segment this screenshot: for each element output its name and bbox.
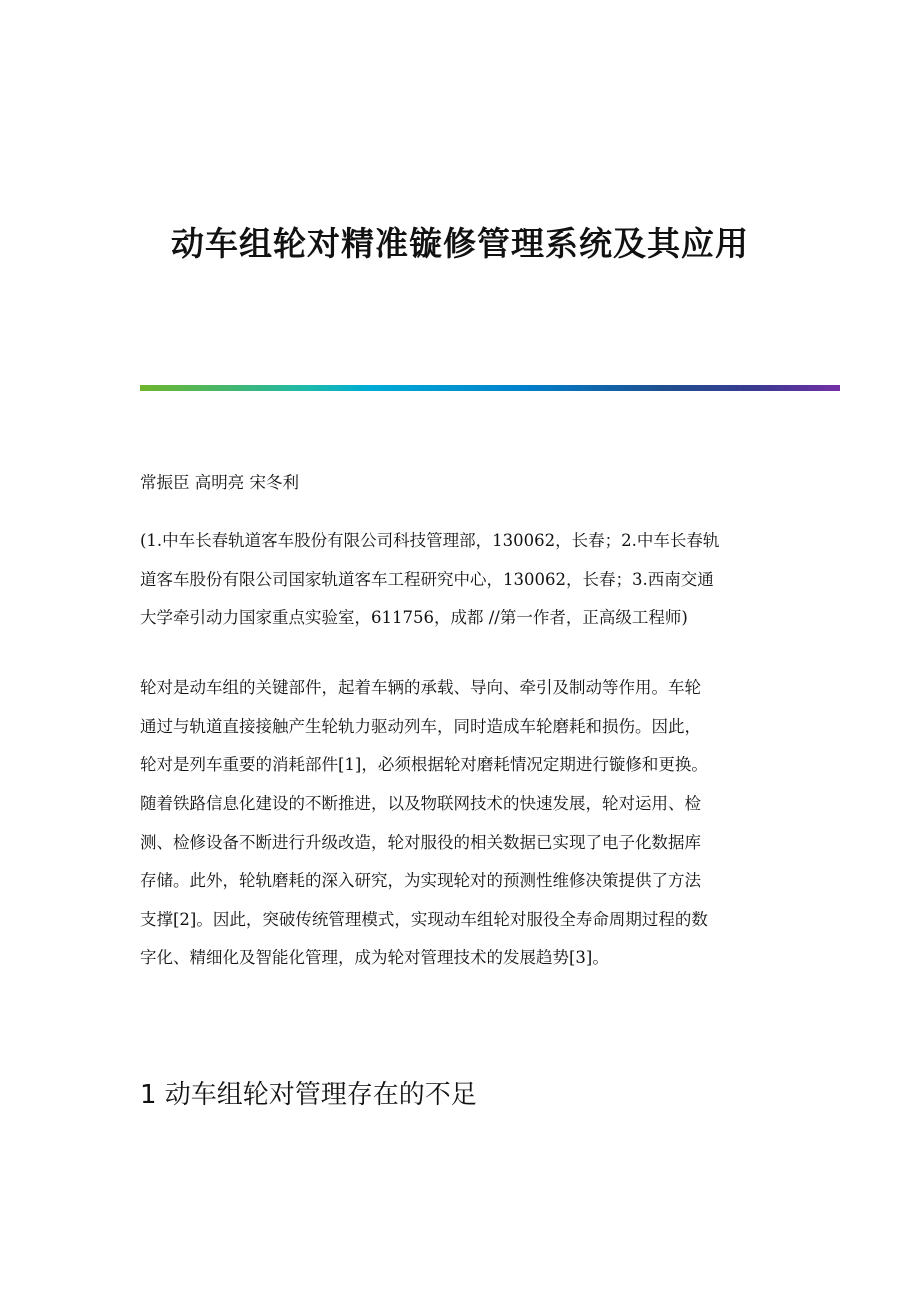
section-heading: 1 动车组轮对管理存在的不足 (140, 1080, 477, 1110)
paragraph-line: 存储。此外，轮轨磨耗的深入研究，为实现轮对的预测性维修决策提供了方法 (140, 871, 701, 890)
affiliation-line: 道客车股份有限公司国家轨道客车工程研究中心，130062，长春；3.西南交通 (140, 570, 714, 589)
affiliation-line: (1.中车长春轨道客车股份有限公司科技管理部，130062，长春；2.中车长春轨 (140, 531, 720, 550)
paragraph-line: 轮对是动车组的关键部件，起着车辆的承载、导向、牵引及制动等作用。车轮 (140, 678, 701, 697)
document-title: 动车组轮对精准镟修管理系统及其应用 (171, 224, 749, 263)
paragraph-line: 轮对是列车重要的消耗部件[1]，必须根据轮对磨耗情况定期进行镟修和更换。 (140, 755, 708, 774)
paragraph-line: 测、检修设备不断进行升级改造，轮对服役的相关数据已实现了电子化数据库 (140, 833, 701, 852)
affiliation-line: 大学牵引动力国家重点实验室，611756，成都 //第一作者，正高级工程师) (140, 608, 688, 627)
paragraph-line: 随着铁路信息化建设的不断推进，以及物联网技术的快速发展，轮对运用、检 (140, 794, 701, 813)
authors: 常振臣 高明亮 宋冬利 (140, 473, 299, 492)
paragraph-line: 支撑[2]。因此，突破传统管理模式，实现动车组轮对服役全寿命周期过程的数 (140, 910, 708, 929)
paragraph-line: 通过与轨道直接接触产生轮轨力驱动列车，同时造成车轮磨耗和损伤。因此， (140, 717, 701, 736)
title-divider (140, 385, 840, 391)
paragraph-line: 字化、精细化及智能化管理，成为轮对管理技术的发展趋势[3]。 (140, 948, 609, 967)
